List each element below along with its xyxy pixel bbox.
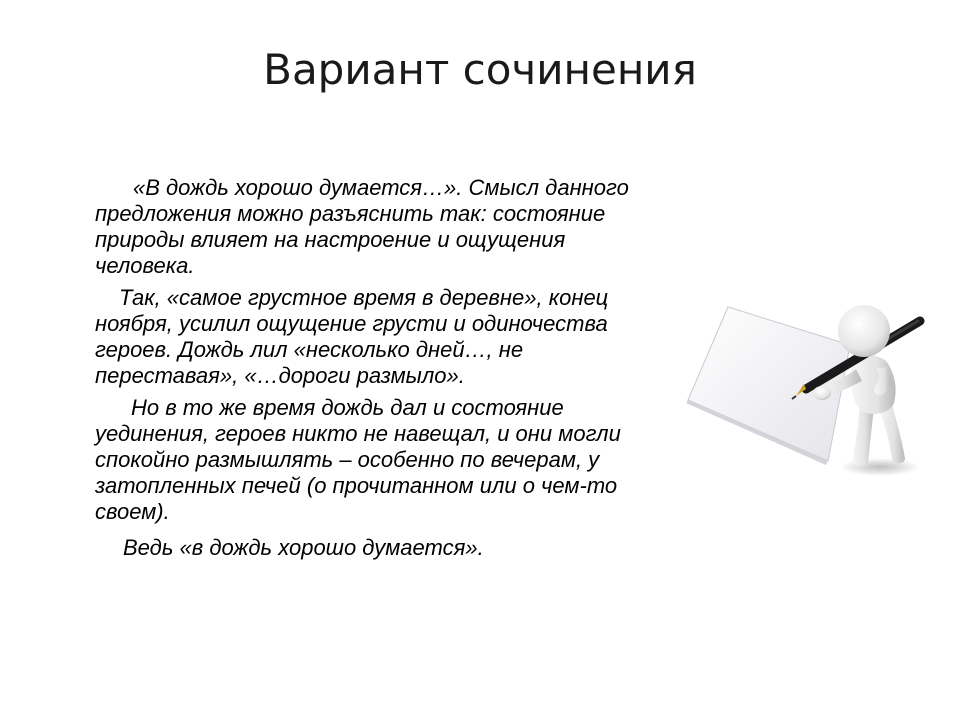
slide-title: Вариант сочинения [263,45,697,94]
essay-paragraph-1: «В дождь хорошо думается…». Смысл данного предложения можно разъяснить так: состояние природы влияет на настроение и ощущения человека. [95,175,629,278]
paper-sheet [686,307,850,465]
essay-paragraph-3: Но в то же время дождь дал и состояние уединения, героев никто не навещал, и они могли спокойно размышлять – особенно по вечерам, у затопленных печей (о прочитанном или о чем-то своем). [95,395,621,524]
figure-writing-on-paper-icon [680,285,945,485]
essay-paragraph-4: Ведь «в дождь хорошо думается». [123,535,484,560]
essay-paragraph-2: Так, «самое грустное время в деревне», конец ноября, усилил ощущение грусти и одиночества героев. Дождь лил «несколько дней…, не переставая», «…дороги размыло». [95,285,609,388]
essay-text [95,175,670,567]
figure-head [838,305,890,357]
